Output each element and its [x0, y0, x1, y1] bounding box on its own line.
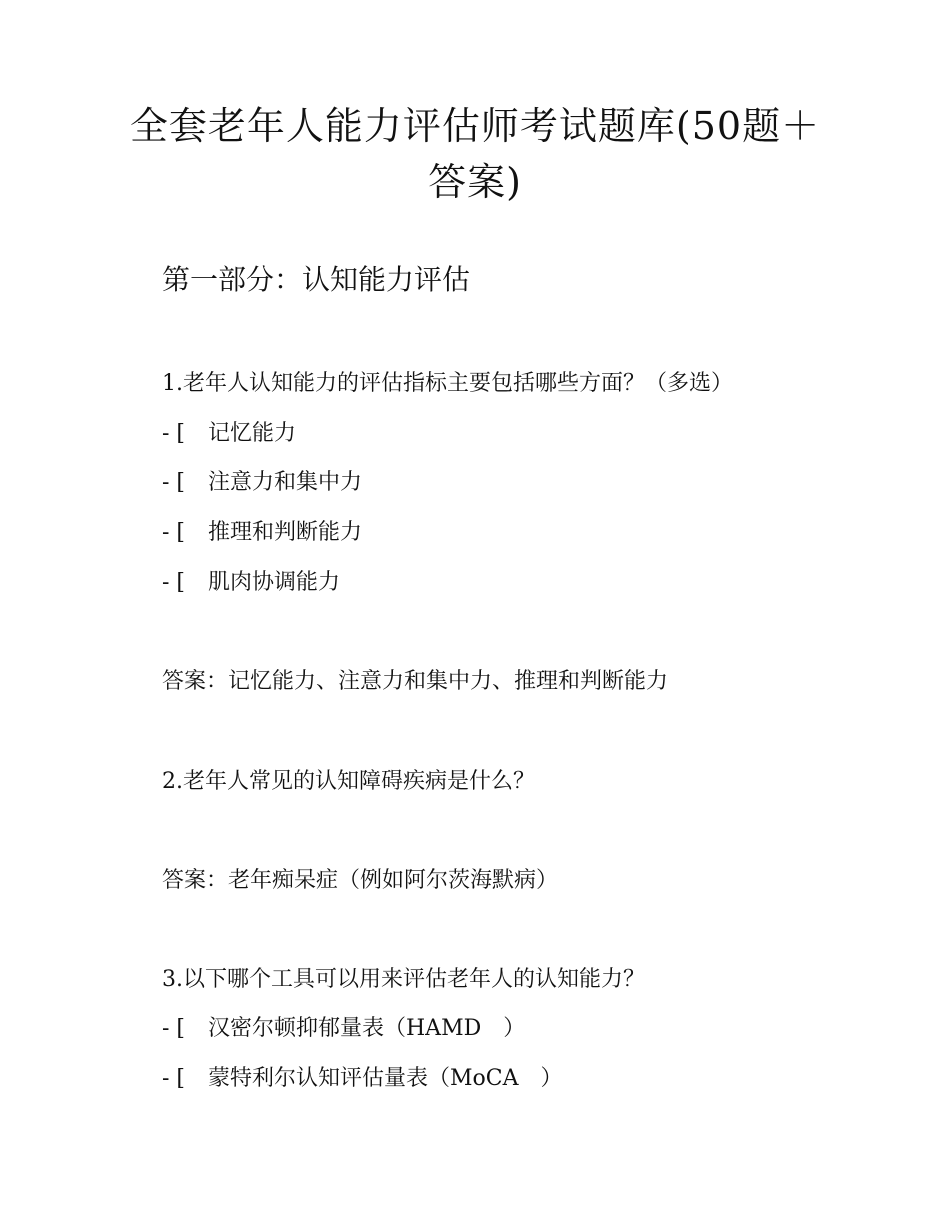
- option-prefix: - [: [162, 421, 186, 446]
- option-prefix: - [: [162, 470, 186, 495]
- question-2: 2.老年人常见的认知障碍疾病是什么？: [162, 769, 535, 794]
- option-text: 注意力和集中力: [208, 470, 363, 495]
- answer-1: 答案：记忆能力、注意力和集中力、推理和判断能力: [162, 669, 669, 694]
- q3-option-2: [162, 1063, 563, 1095]
- option-prefix: - [: [162, 1066, 186, 1091]
- option-prefix: - [: [162, 1016, 186, 1041]
- title-line-1: 全套老年人能力评估师考试题库(50题＋: [129, 104, 821, 148]
- q1-option-1: [162, 418, 296, 450]
- q1-option-3: [162, 517, 362, 549]
- question-3: 3.以下哪个工具可以用来评估老年人的认知能力？: [162, 967, 645, 992]
- q1-option-2: [162, 467, 362, 499]
- title-line-2: 答案): [428, 160, 522, 204]
- q1-option-4: [162, 567, 340, 599]
- q3-option-1: [162, 1013, 525, 1045]
- answer-2: 答案：老年痴呆症（例如阿尔茨海默病）: [162, 868, 559, 893]
- document-title: [60, 98, 890, 210]
- option-text: 蒙特利尔认知评估量表（MoCA ）: [208, 1066, 563, 1091]
- section-heading: 第一部分：认知能力评估: [162, 263, 471, 296]
- option-prefix: - [: [162, 520, 186, 545]
- option-text: 推理和判断能力: [208, 520, 363, 545]
- option-text: 肌肉协调能力: [208, 570, 341, 595]
- option-prefix: - [: [162, 570, 186, 595]
- option-text: 汉密尔顿抑郁量表（HAMD ）: [208, 1016, 526, 1041]
- question-1: 1.老年人认知能力的评估指标主要包括哪些方面？（多选）: [162, 371, 733, 396]
- option-text: 记忆能力: [208, 421, 297, 446]
